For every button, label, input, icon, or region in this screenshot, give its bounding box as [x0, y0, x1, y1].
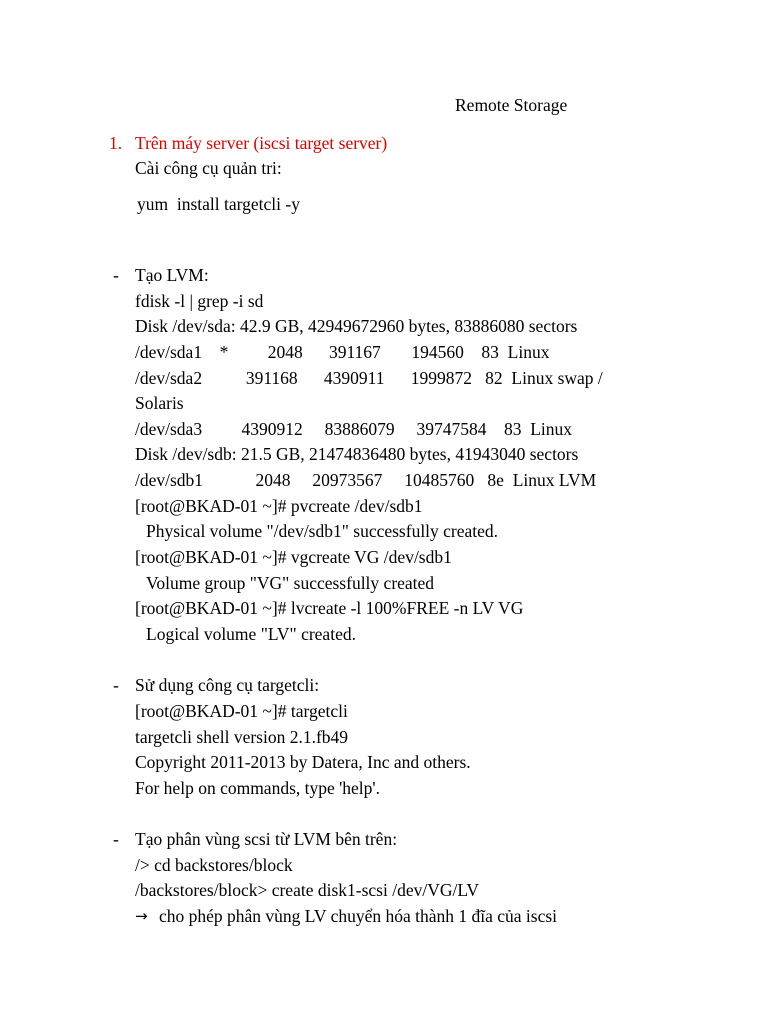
- lvm-line: Physical volume "/dev/sdb1" successfully created.: [146, 521, 499, 541]
- section-heading: Trên máy server (iscsi target server): [135, 133, 388, 153]
- lvm-line: Solaris: [135, 393, 184, 413]
- bullet-dash: -: [113, 675, 119, 695]
- bullet-dash: -: [113, 265, 119, 285]
- lvm-line: /dev/sda1 * 2048 391167 194560 83 Linux: [135, 342, 550, 362]
- targetcli-line: [root@BKAD-01 ~]# targetcli: [135, 701, 348, 721]
- scsi-line: /backstores/block> create disk1-scsi /dev/VG/LV: [135, 880, 480, 900]
- install-command: yum install targetcli -y: [137, 194, 300, 214]
- lvm-line: Logical volume "LV" created.: [146, 624, 356, 644]
- targetcli-line: targetcli shell version 2.1.fb49: [135, 727, 349, 747]
- lvm-line: /dev/sda2 391168 4390911 1999872 82 Linux swap /: [135, 368, 603, 388]
- scsi-note: cho phép phân vùng LV chuyển hóa thành 1 đĩa của iscsi: [159, 906, 558, 926]
- document-title: Remote Storage: [455, 95, 568, 115]
- right-arrow-icon: →: [135, 907, 148, 925]
- scsi-heading: Tạo phân vùng scsi từ LVM bên trên:: [135, 829, 398, 849]
- lvm-line: /dev/sda3 4390912 83886079 39747584 83 Linux: [135, 419, 572, 439]
- section-number: 1.: [109, 133, 123, 153]
- lvm-line: /dev/sdb1 2048 20973567 10485760 8e Linux LVM: [135, 470, 597, 490]
- bullet-dash: -: [113, 829, 119, 849]
- lvm-line: fdisk -l | grep -i sd: [135, 291, 264, 311]
- section-subheading: Cài công cụ quản tri:: [135, 158, 282, 178]
- lvm-heading: Tạo LVM:: [135, 265, 209, 285]
- lvm-line: [root@BKAD-01 ~]# vgcreate VG /dev/sdb1: [135, 547, 452, 567]
- targetcli-heading: Sử dụng công cụ targetcli:: [135, 675, 320, 695]
- lvm-line: [root@BKAD-01 ~]# pvcreate /dev/sdb1: [135, 496, 423, 516]
- lvm-line: Disk /dev/sdb: 21.5 GB, 21474836480 bytes, 41943040 sectors: [135, 444, 579, 464]
- lvm-line: Disk /dev/sda: 42.9 GB, 42949672960 bytes, 83886080 sectors: [135, 316, 578, 336]
- targetcli-line: For help on commands, type 'help'.: [135, 778, 380, 798]
- lvm-line: [root@BKAD-01 ~]# lvcreate -l 100%FREE -n LV VG: [135, 598, 524, 618]
- lvm-line: Volume group "VG" successfully created: [146, 573, 435, 593]
- targetcli-line: Copyright 2011-2013 by Datera, Inc and others.: [135, 752, 471, 772]
- scsi-line: /> cd backstores/block: [135, 855, 293, 875]
